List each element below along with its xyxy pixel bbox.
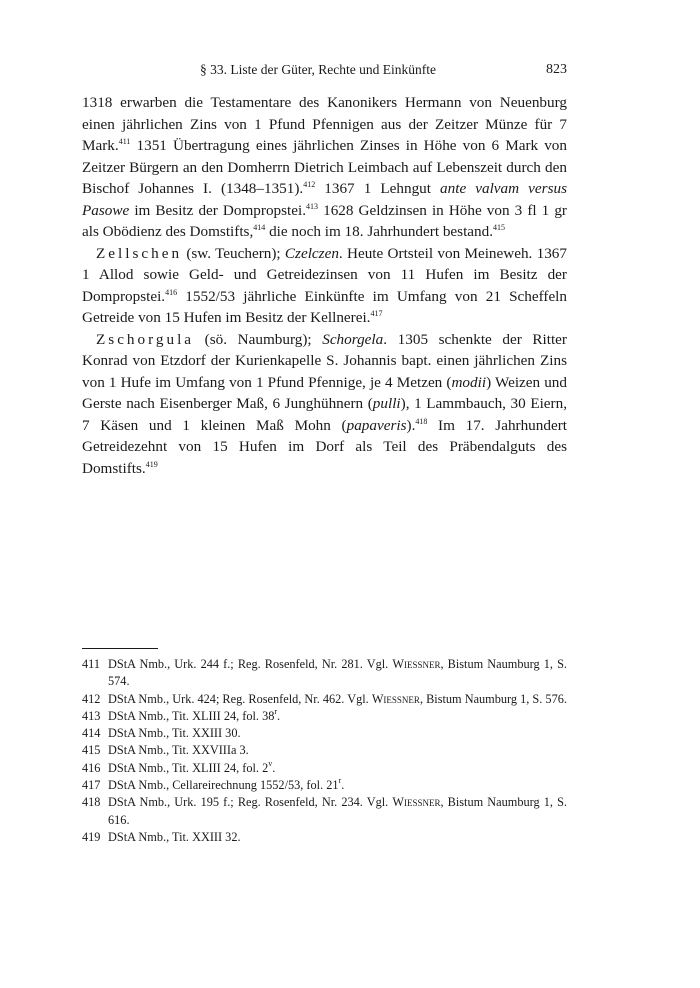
footnote [82, 742, 567, 759]
paragraph-zellschen [82, 243, 567, 329]
footnote-text: , Bistum Naumburg 1, S. 574. [108, 657, 567, 689]
running-title: § 33. Liste der Güter, Rechte und Einkünfte [200, 62, 437, 77]
footnote-text: , Bistum Naumburg 1, S. 616. [108, 795, 567, 827]
text-segment: die noch im 18. Jahrhundert bestand. [265, 223, 494, 240]
footnote-ref: 417 [370, 309, 383, 318]
footnote-text: DStA Nmb., Urk. 424; Reg. Rosenfeld, Nr. 462. Vgl. [108, 691, 372, 706]
footnote [82, 760, 567, 777]
footnote [82, 777, 567, 794]
footnote-number: 414 [82, 726, 101, 741]
author-name: Wiessner [392, 657, 441, 671]
footnote-number: 413 [82, 708, 101, 723]
text-segment: 1628 Geldzinsen in Höhe von 3 fl 1 gr als Obödienz des Domstifts, [82, 201, 567, 240]
footnote-text: DStA Nmb., Tit. XXVIIIa 3. [108, 743, 249, 758]
latin-term: modii [451, 373, 487, 391]
latin-phrase: ante valvam versus Pasowe [82, 180, 567, 219]
latin-term: papaveris [346, 416, 407, 434]
footnote-ref: 416 [165, 287, 178, 297]
page-number: 823 [546, 62, 567, 77]
text-segment: ), 1 Lammbauch, 30 Eiern, 7 Käsen und 1 kleinen Maß Mohn ( [82, 395, 568, 434]
footnote-text: , Bistum Naumburg 1, S. 576. [419, 691, 567, 706]
footnote-number: 417 [82, 778, 101, 793]
paragraph-neuenburg [82, 92, 567, 243]
footnote-ref: 413 [306, 201, 319, 211]
historic-name: Schorgela [322, 330, 384, 348]
footnote-number: 411 [82, 657, 100, 671]
footnote-text: DStA Nmb., Cellareirechnung 1552/53, fol. 21 [108, 778, 339, 793]
footnote-text: DStA Nmb., Urk. 244 f.; Reg. Rosenfeld, Nr. 281. Vgl. [108, 657, 393, 671]
footnote-text: DStA Nmb., Tit. XLIII 24, fol. 38 [108, 708, 275, 723]
footnote-ref: 415 [493, 223, 506, 232]
footnote-ref: 419 [145, 459, 158, 469]
footnote [82, 656, 567, 691]
text-segment: . Heute Ortsteil von Meineweh. 1367 1 Allod sowie Geld- und Getreidezinsen von 11 Hufen im Besitz der Dompropstei. [82, 244, 567, 305]
footnote-text: . [341, 778, 345, 793]
text-segment: 1318 erwarben die Testamentare des Kanonikers Hermann von Neuenburg einen jährlichen Zins von 1 Pfund Pfennigen aus der Zeitzer Münze für 7 Mark. [82, 94, 567, 154]
text-segment: ) Weizen und Gerste nach Eisenberger Maß, 6 Junghühnern ( [82, 373, 567, 412]
footnote [82, 708, 567, 725]
footnote-number: 415 [82, 743, 101, 758]
text-segment: Im 17. Jahrhundert Getreidezehnt von 15 Hufen im Dorf als Teil des Präbendalguts des Domstifts. [82, 416, 567, 477]
main-text [82, 92, 567, 479]
footnote-number: 416 [82, 760, 101, 775]
footnote-text: . [277, 708, 281, 723]
footnote-text: DStA Nmb., Tit. XLIII 24, fol. 2 [108, 760, 269, 775]
text-segment: 1552/53 jährliche Einkünfte im Umfang von 21 Scheffeln Getreide von 15 Hufen im Besitz der Kellnerei. [82, 287, 567, 326]
text-segment: 1367 1 Lehngut [315, 180, 441, 197]
text-segment: (sw. Teuchern); [182, 244, 285, 262]
folio-side: r [338, 776, 342, 786]
footnote-text: . [272, 760, 276, 775]
place-name: Zellschen [96, 244, 183, 262]
footnote [82, 725, 567, 742]
footnote-ref: 418 [415, 416, 428, 426]
footnotes [82, 656, 567, 846]
footnote-number: 412 [82, 691, 101, 706]
folio-side: r [274, 706, 278, 716]
folio-side: v [268, 758, 273, 768]
footnote [82, 829, 567, 846]
place-name: Zschorgula [96, 330, 195, 348]
footnote-text: DStA Nmb., Tit. XXIII 30. [108, 726, 241, 741]
text-segment: (sö. Naumburg); [194, 330, 323, 348]
footnote-ref: 414 [253, 223, 266, 232]
footnote [82, 794, 567, 829]
author-name: Wiessner [371, 691, 420, 706]
footnote-text: DStA Nmb., Urk. 195 f.; Reg. Rosenfeld, Nr. 234. Vgl. [108, 795, 393, 810]
text-segment: im Besitz der Dompropstei. [129, 201, 307, 219]
text-segment: . 1305 schenkte der Ritter Konrad von Etzdorf der Kurienkapelle S. Johannis bapt. einen jährlichen Zins von 1 Hufe im Umfang von 1 Pfund Pfennige, je 4 Metzen ( [82, 330, 567, 391]
author-name: Wiessner [392, 795, 441, 810]
running-header [82, 62, 567, 82]
paragraph-zschorgula [82, 329, 567, 480]
footnote-number: 418 [82, 795, 101, 810]
footnote-ref: 412 [303, 180, 316, 189]
footnote-number: 419 [82, 829, 101, 844]
historic-name: Czelczen [284, 244, 339, 262]
footnote-separator [82, 648, 158, 649]
text-segment: 1351 Übertragung eines jährlichen Zinses in Höhe von 6 Mark von Zeitzer Bürgern an den Domherrn Dietrich Leimbach auf Lebenszeit durch den Bischof Johannes I. (1348–1351). [82, 137, 567, 197]
latin-term: pulli [372, 395, 401, 412]
footnote-text: DStA Nmb., Tit. XXIII 32. [108, 829, 241, 844]
text-segment: ). [406, 416, 416, 434]
footnote-ref: 411 [118, 137, 131, 146]
footnote [82, 691, 567, 708]
